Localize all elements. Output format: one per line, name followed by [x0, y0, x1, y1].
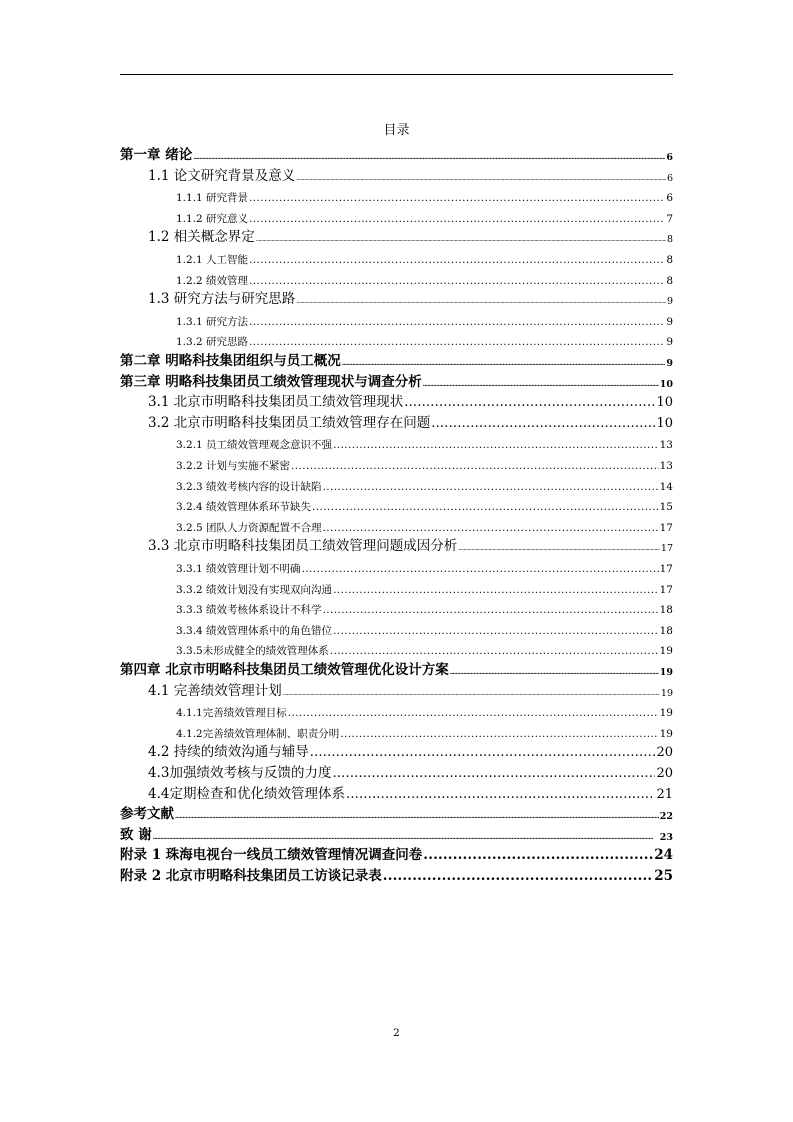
- toc-entry-page: 25: [654, 868, 673, 884]
- toc-entry-chapter-4[interactable]: [120, 659, 673, 679]
- toc-entry-title: 3.2.1 员工绩效管理观念意识不强: [176, 439, 333, 452]
- toc-entry-title: 3.2.5 团队人力资源配置不合理: [176, 521, 322, 534]
- toc-entry-4-4[interactable]: [148, 783, 673, 803]
- toc-leader: [342, 358, 666, 370]
- toc-entry-title: 1.2 相关概念界定: [148, 229, 255, 246]
- toc-entry-chapter-1[interactable]: [120, 144, 673, 164]
- toc-leader: [431, 416, 655, 432]
- toc-entry-title: 第一章 绪论: [120, 147, 193, 163]
- toc-entry-page: 9: [666, 296, 673, 308]
- toc-entry-title: 1.2.1 人工智能: [176, 254, 249, 266]
- toc-entry-page: 19: [659, 645, 673, 658]
- toc-entry-appendix-1[interactable]: [120, 844, 673, 864]
- toc-leader: [330, 644, 659, 658]
- toc-entry-3-2[interactable]: [148, 412, 673, 432]
- header-rule: [120, 74, 673, 75]
- toc-entry-1-1[interactable]: [148, 165, 673, 185]
- toc-entry-acknowledgements[interactable]: [120, 824, 673, 844]
- toc-entry-3-1[interactable]: [148, 391, 673, 411]
- toc-entry-title: 3.3.3 绩效考核体系设计不科学: [176, 604, 322, 617]
- toc-entry-appendix-2[interactable]: [120, 865, 673, 885]
- toc-entry-3-3-5[interactable]: [176, 638, 673, 658]
- toc-leader: [296, 173, 666, 185]
- toc-entry-page: 9: [666, 336, 673, 349]
- toc-entry-page: 17: [660, 543, 673, 555]
- toc-entry-3-2-4[interactable]: [176, 494, 673, 514]
- toc-entry-title: 1.1.2 研究意义: [176, 212, 249, 225]
- toc-entry-page: 17: [659, 563, 673, 575]
- toc-leader: [283, 688, 660, 700]
- toc-leader: [458, 543, 660, 555]
- toc-entry-3-2-5[interactable]: [176, 515, 673, 535]
- toc-entry-title: 1.3 研究方法与研究思路: [148, 291, 296, 308]
- toc-entry-title: 4.3加强绩效考核与反馈的力度: [148, 765, 332, 781]
- toc-leader: [193, 152, 665, 164]
- toc-entry-3-3-4[interactable]: [176, 618, 673, 638]
- toc-entry-1-1-2[interactable]: [176, 206, 673, 226]
- toc-entry-1-2-1[interactable]: [176, 247, 673, 267]
- toc-entry-title: 3.2.2 计划与实施不紧密: [176, 460, 291, 472]
- toc-entry-page: 9: [666, 358, 673, 369]
- toc-leader: [175, 811, 659, 823]
- page-number: 2: [393, 1027, 400, 1039]
- toc-entry-page: 8: [666, 234, 673, 246]
- toc-entry-page: 13: [659, 460, 673, 472]
- toc-entry-title: 1.3.1 研究方法: [176, 315, 249, 328]
- toc-entry-page: 19: [659, 727, 673, 740]
- toc-entry-title: 致 谢: [120, 826, 152, 843]
- toc-leader: [323, 603, 659, 617]
- toc-entry-3-3-3[interactable]: [176, 597, 673, 617]
- toc-leader: [310, 745, 656, 761]
- toc-entry-title: 第四章 北京市明略科技集团员工绩效管理优化设计方案: [120, 662, 449, 678]
- toc-entry-title: 3.3.2 绩效计划没有实现双向沟通: [176, 583, 333, 596]
- toc-leader: [323, 521, 659, 535]
- toc-entry-3-2-3[interactable]: [176, 474, 673, 494]
- toc-entry-page: 10: [659, 378, 673, 390]
- toc-entry-chapter-2[interactable]: [120, 350, 673, 370]
- toc-leader: [340, 727, 658, 741]
- toc-entry-title: 3.3.5未形成健全的绩效管理体系: [176, 645, 329, 658]
- toc-entry-page: 6: [666, 192, 673, 205]
- toc-entry-title: 第三章 明略科技集团员工绩效管理现状与调查分析: [120, 373, 422, 390]
- toc-entry-title: 附录 1 珠海电视台一线员工绩效管理情况调查问卷: [120, 847, 423, 864]
- toc-entry-title: 第二章 明略科技集团组织与员工概况: [120, 353, 341, 369]
- toc-entry-title: 3.1 北京市明略科技集团员工绩效管理现状: [148, 394, 404, 411]
- toc-leader: [333, 438, 659, 452]
- toc-entry-title: 3.3 北京市明略科技集团员工绩效管理问题成因分析: [148, 538, 458, 555]
- toc-entry-1-3-2[interactable]: [176, 329, 673, 349]
- toc-entry-1-2-2[interactable]: [176, 268, 673, 288]
- toc-entry-title: 4.4定期检查和优化绩效管理体系: [148, 785, 345, 802]
- toc-entry-page: 20: [656, 766, 673, 781]
- toc-entry-title: 1.3.2 研究思路: [176, 336, 249, 349]
- toc-leader: [302, 562, 659, 576]
- toc-leader: [249, 335, 665, 349]
- toc-entry-4-3[interactable]: [148, 762, 673, 782]
- toc-leader: [423, 379, 659, 391]
- toc-entry-page: 17: [659, 521, 673, 534]
- toc-entry-title: 4.2 持续的绩效沟通与辅导: [148, 744, 309, 761]
- toc-leader: [249, 274, 665, 288]
- toc-entry-page: 17: [659, 583, 673, 596]
- toc-entry-page: 8: [666, 274, 673, 287]
- toc-leader: [249, 253, 665, 267]
- toc-entry-page: 9: [666, 315, 673, 328]
- toc-leader: [383, 867, 653, 885]
- toc-leader: [346, 787, 655, 803]
- toc-entry-title: 参考文献: [120, 806, 174, 823]
- toc-entry-page: 23: [659, 831, 673, 843]
- toc-entry-page: 15: [659, 501, 673, 514]
- toc-entry-page: 6: [666, 172, 673, 184]
- toc-entry-page: 19: [659, 667, 673, 678]
- toc-entry-references[interactable]: [120, 803, 673, 823]
- toc-leader: [312, 500, 659, 514]
- toc-entry-page: 7: [666, 212, 673, 225]
- toc-entry-page: 10: [656, 395, 673, 411]
- toc-entry-title: 4.1.1完善绩效管理目标: [176, 707, 287, 720]
- toc-entry-page: 14: [659, 480, 673, 493]
- toc-entry-title: 3.3.4 绩效管理体系中的角色错位: [176, 624, 333, 637]
- toc-entry-4-1-1[interactable]: [176, 700, 673, 720]
- toc-leader: [153, 832, 659, 844]
- toc-entry-title: 3.2 北京市明略科技集团员工绩效管理存在问题: [148, 414, 431, 431]
- toc-leader: [404, 395, 655, 411]
- toc-entry-3-3-2[interactable]: [176, 577, 673, 597]
- toc-entry-4-1-2[interactable]: [176, 721, 673, 741]
- toc-entry-4-1[interactable]: [148, 680, 673, 700]
- toc-entry-title: 1.2.2 绩效管理: [176, 274, 249, 287]
- toc-leader: [296, 296, 666, 308]
- toc-entry-3-2-2[interactable]: [176, 453, 673, 473]
- toc-entry-title: 4.1 完善绩效管理计划: [148, 682, 282, 699]
- toc-entry-page: 20: [656, 745, 673, 761]
- toc-leader: [333, 583, 659, 597]
- toc-leader: [256, 234, 666, 246]
- toc-entry-1-3[interactable]: [148, 288, 673, 308]
- toc-leader: [332, 766, 655, 782]
- toc-leader: [291, 459, 659, 473]
- toc-entry-1-2[interactable]: [148, 226, 673, 246]
- toc-entry-chapter-3[interactable]: [120, 371, 673, 391]
- toc-leader: [450, 667, 659, 679]
- toc-entry-page: 21: [656, 786, 673, 802]
- toc-entry-3-2-1[interactable]: [176, 432, 673, 452]
- toc-entry-title: 4.1.2完善绩效管理体制、职责分明: [176, 727, 340, 740]
- toc-entry-3-3[interactable]: [148, 535, 673, 555]
- toc-entry-page: 18: [659, 604, 673, 617]
- toc-entry-title: 1.1 论文研究背景及意义: [148, 167, 296, 184]
- toc-entry-title: 3.2.4 绩效管理体系环节缺失: [176, 501, 312, 514]
- toc-entry-title: 3.2.3 绩效考核内容的设计缺陷: [176, 480, 322, 493]
- toc-entry-page: 13: [659, 439, 673, 452]
- toc-entry-page: 19: [660, 687, 673, 699]
- toc-entry-page: 19: [659, 707, 673, 720]
- toc-entry-page: 8: [666, 254, 673, 266]
- toc-entry-page: 18: [659, 624, 673, 637]
- toc-entry-page: 24: [654, 847, 673, 864]
- toc-entry-1-1-1[interactable]: [176, 185, 673, 205]
- toc-entry-3-3-1[interactable]: [176, 556, 673, 576]
- toc-entry-page: 22: [659, 811, 673, 823]
- toc-leader: [423, 846, 653, 864]
- toc-entry-page: 6: [666, 152, 673, 163]
- toc-leader: [323, 480, 659, 494]
- toc-entry-1-3-1[interactable]: [176, 309, 673, 329]
- toc-leader: [288, 706, 659, 720]
- toc-entry-title: 3.3.1 绩效管理计划不明确: [176, 563, 301, 575]
- toc-leader: [249, 315, 665, 329]
- toc-title: 目录: [383, 123, 410, 138]
- toc-leader: [249, 212, 665, 226]
- toc-leader: [333, 624, 659, 638]
- toc-entry-4-2[interactable]: [148, 741, 673, 761]
- toc-leader: [249, 191, 665, 205]
- toc-entry-title: 1.1.1 研究背景: [176, 192, 249, 205]
- toc-entry-page: 10: [656, 415, 673, 431]
- toc-entry-title: 附录 2 北京市明略科技集团员工访谈记录表: [120, 868, 382, 884]
